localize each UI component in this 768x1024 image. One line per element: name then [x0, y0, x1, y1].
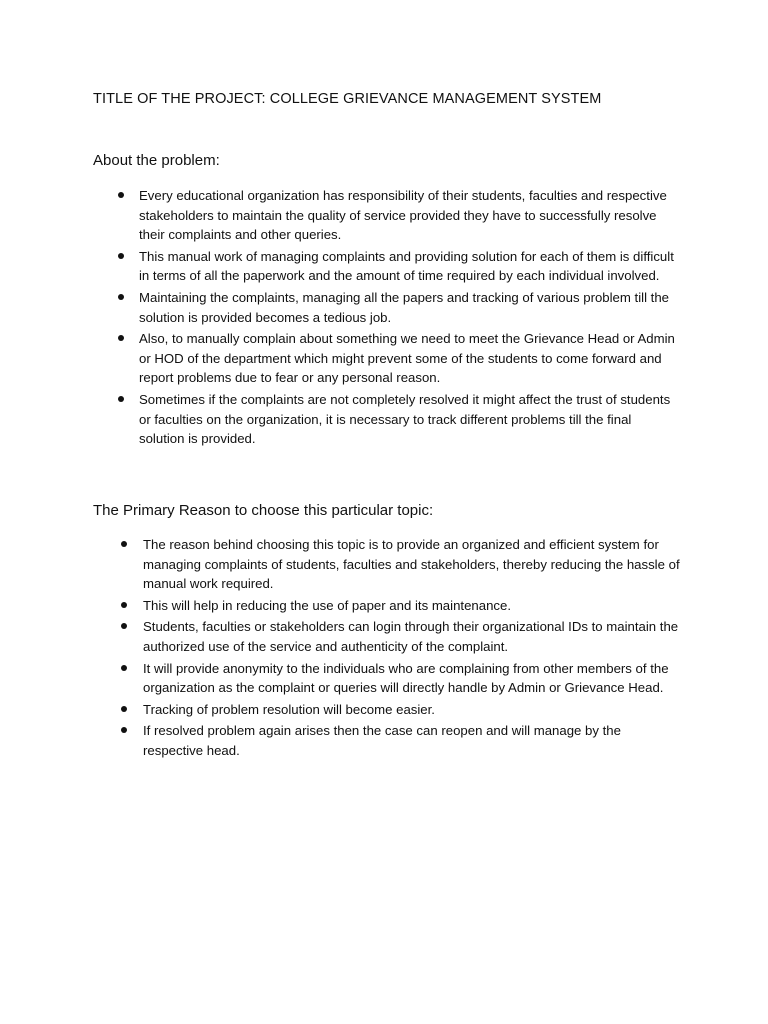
list-item	[121, 596, 681, 616]
list-item-text: This manual work of managing complaints and providing solution for each of them is difficult in terms of all the paperwork and the amount of time required by each individual involved.	[139, 248, 674, 284]
bullet-icon	[121, 727, 127, 733]
list-item	[121, 700, 681, 720]
list-item	[118, 186, 678, 245]
list-item-text: Also, to manually complain about something we need to meet the Grievance Head or Admin or HOD of the department which might prevent some of the students to come forward and report problems due to fear or any personal reason.	[139, 331, 675, 386]
list-item-text: The reason behind choosing this topic is to provide an organized and efficient system for managing complaints of students, faculties and stakeholders, thereby reducing the hassle of manual work required.	[143, 537, 680, 592]
bullet-icon	[118, 396, 124, 402]
list-item-text: Sometimes if the complaints are not completely resolved it might affect the trust of students or faculties on the organization, it is necessary to track different problems till the final solution is provided.	[139, 391, 671, 447]
bullet-icon	[118, 335, 124, 341]
list-item-text: Tracking of problem resolution will become easier.	[143, 701, 435, 717]
section-heading-about-problem: About the problem:	[93, 152, 220, 169]
bullet-list-about-problem	[118, 186, 678, 451]
list-item	[121, 721, 681, 760]
document-title: TITLE OF THE PROJECT: COLLEGE GRIEVANCE MANAGEMENT SYSTEM	[93, 91, 602, 107]
list-item	[118, 390, 678, 449]
list-item	[118, 329, 678, 388]
list-item	[121, 617, 681, 656]
bullet-icon	[121, 602, 127, 608]
list-item	[118, 247, 678, 286]
list-item	[121, 659, 681, 698]
bullet-icon	[121, 665, 127, 671]
list-item	[118, 288, 678, 327]
bullet-list-primary-reason	[121, 535, 681, 763]
list-item-text: This will help in reducing the use of paper and its maintenance.	[143, 597, 512, 613]
list-item-text: Every educational organization has responsibility of their students, faculties and respective stakeholders to maintain the quality of service provided they have to successfully resolve their complaints and other queries.	[139, 188, 667, 243]
list-item-text: If resolved problem again arises then the case can reopen and will manage by the respective head.	[143, 723, 621, 758]
list-item-text: It will provide anonymity to the individuals who are complaining from other members of the organization as the complaint or queries will directly handle by Admin or Grievance Head.	[143, 660, 669, 696]
section-heading-primary-reason: The Primary Reason to choose this particular topic:	[93, 502, 434, 519]
bullet-icon	[118, 192, 124, 198]
bullet-icon	[121, 541, 127, 547]
list-item-text: Students, faculties or stakeholders can login through their organizational IDs to maintain the authorized use of the service and authenticity of the complaint.	[143, 619, 679, 654]
list-item-text: Maintaining the complaints, managing all the papers and tracking of various problem till the solution is provided becomes a tedious job.	[139, 289, 669, 325]
bullet-icon	[121, 623, 127, 629]
list-item	[121, 535, 681, 594]
bullet-icon	[121, 706, 127, 712]
bullet-icon	[118, 253, 124, 259]
bullet-icon	[118, 294, 124, 300]
